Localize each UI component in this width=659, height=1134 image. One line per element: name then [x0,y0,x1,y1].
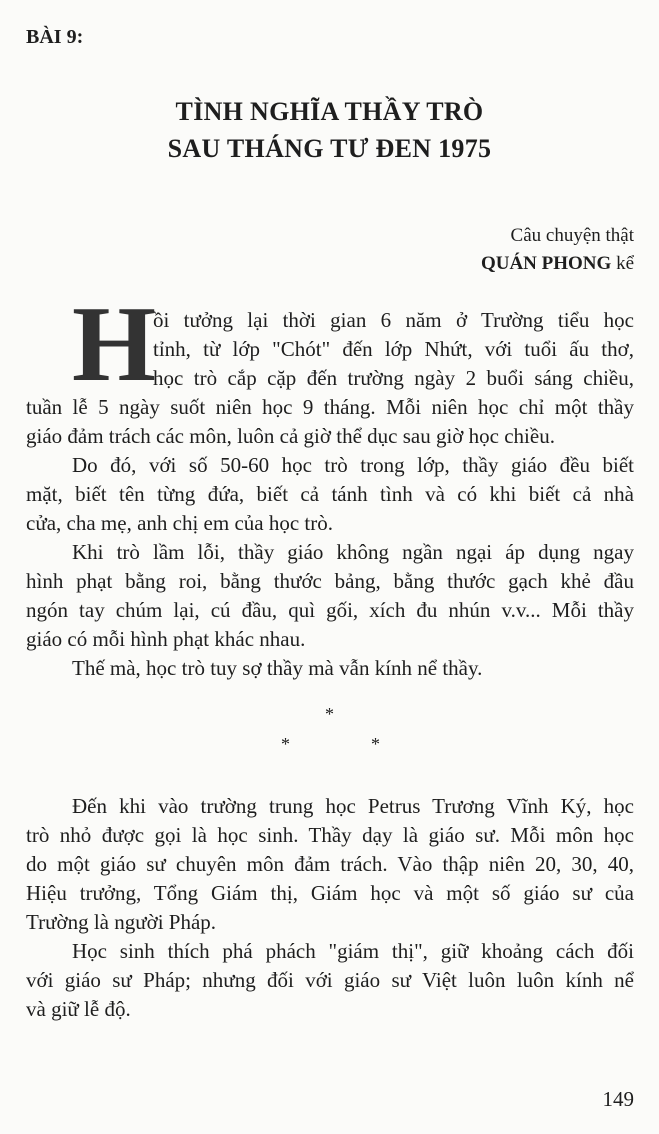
text-line: học trò cắp cặp đến trường ngày 2 buổi sáng chiều, [153,366,634,390]
lesson-label: BÀI 9: [26,26,84,48]
text-line: cửa, cha mẹ, anh chị em của học trò. [26,511,333,535]
drop-cap: H [72,285,157,404]
text-line: Do đó, với số 50-60 học trò trong lớp, thầy giáo đều biết [72,453,634,477]
text-line: Trường là người Pháp. [26,910,217,934]
text-line: do một giáo sư chuyên môn đảm trách. Vào thập niên 20, 30, 40, [26,852,634,876]
title-line-1: TÌNH NGHĨA THẦY TRÒ [175,97,484,126]
text-line: Đến khi vào trường trung học Petrus Trương Vĩnh Ký, học [72,794,634,818]
text-line: hình phạt bằng roi, bằng thước bảng, bằng thước gạch khẻ đầu [26,569,634,593]
text-line: trò nhỏ được gọi là học sinh. Thầy dạy là giáo sư. Mỗi môn học [26,823,634,847]
separator-star: * [281,734,290,754]
text-line: với giáo sư Pháp; nhưng đối với giáo sư Việt luôn luôn kính nể [26,968,634,992]
text-line: và giữ lễ độ. [26,997,131,1021]
text-line: Hiệu trưởng, Tổng Giám thị, Giám học và một số giáo sư của [26,881,634,905]
author-name: QUÁN PHONG [480,253,612,274]
text-line: ngón tay chúm lại, cú đầu, quì gối, xích đu nhún v.v... Mỗi thầy [26,598,634,622]
page-number: 149 [602,1087,634,1111]
text-line: mặt, biết tên từng đứa, biết cả tánh tình và có khi biết cả nhà [26,482,634,506]
separator-star: * [325,704,334,724]
text-line: Khi trò lầm lỗi, thầy giáo không ngần ngại áp dụng ngay [72,540,634,564]
text-line: giáo đảm trách các môn, luôn cả giờ thể dục sau giờ học chiều. [26,424,555,448]
separator-star: * [371,734,380,754]
text-line: tuần lễ 5 ngày suốt niên học 9 tháng. Mỗi niên học chỉ một thầy [26,395,634,419]
text-line: ồi tưởng lại thời gian 6 năm ở Trường tiểu học [153,308,634,332]
text-line: tỉnh, từ lớp "Chót" đến lớp Nhứt, với tuổi ấu thơ, [153,337,634,361]
author-suffix: kể [616,253,634,274]
text-line: giáo có mỗi hình phạt khác nhau. [26,627,306,651]
credit-author [481,253,634,275]
credit-subtitle: Câu chuyện thật [510,225,634,246]
title-line-2: SAU THÁNG TƯ ĐEN 1975 [167,134,492,163]
text-line: Thế mà, học trò tuy sợ thầy mà vẫn kính nể thầy. [72,656,483,680]
text-line: Học sinh thích phá phách "giám thị", giữ khoảng cách đối [72,939,634,963]
